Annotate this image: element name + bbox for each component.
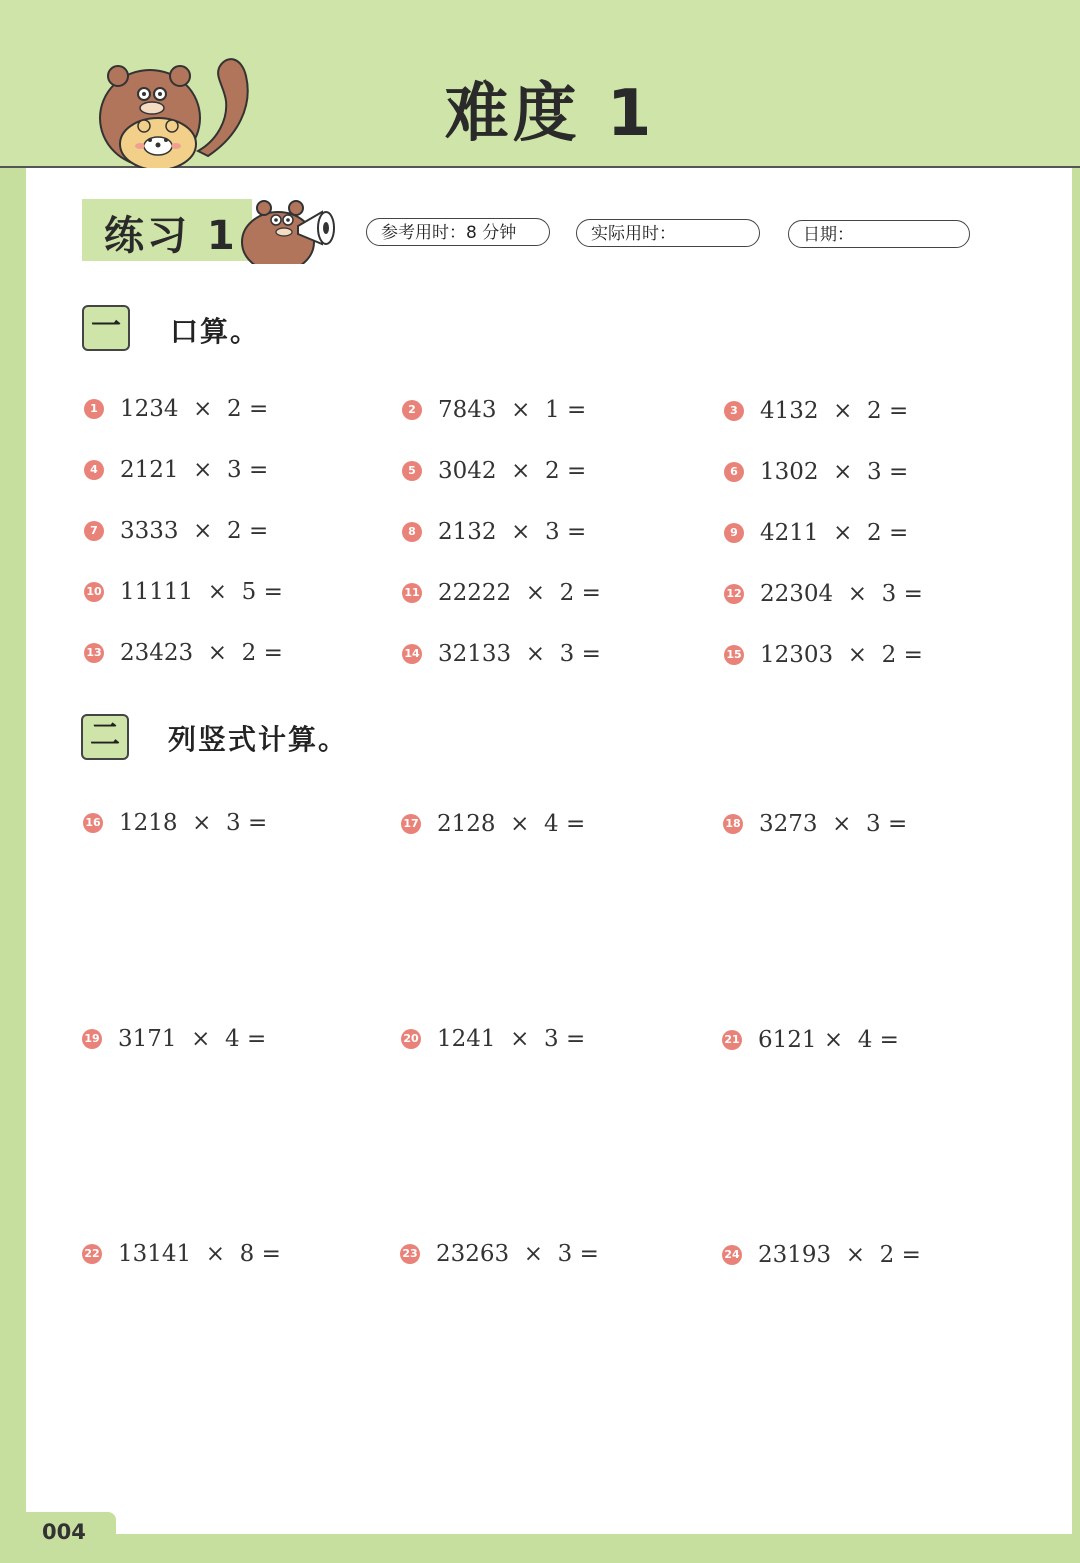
- problem-expression: 13141 × 8 =: [118, 1241, 281, 1267]
- problem-item: [402, 454, 586, 488]
- problem-number-badge: 4: [84, 460, 104, 480]
- problem-expression: 3171 × 4 =: [118, 1026, 267, 1052]
- problem-number-badge: 11: [402, 583, 422, 603]
- problem-expression: 4211 × 2 =: [760, 520, 909, 546]
- problem-number-badge: 24: [722, 1245, 742, 1265]
- problem-number-badge: 1: [84, 399, 104, 419]
- problem-number-badge: 21: [722, 1030, 742, 1050]
- problem-item: [84, 636, 283, 670]
- problem-item: [723, 807, 907, 841]
- problem-expression: 2128 × 4 =: [437, 811, 586, 837]
- page-number: 004: [42, 1520, 86, 1544]
- problem-number-badge: 17: [401, 814, 421, 834]
- bear-mascot-illustration: [88, 46, 258, 168]
- problem-number-badge: 9: [724, 523, 744, 543]
- problem-expression: 4132 × 2 =: [760, 398, 909, 424]
- section-two-marker: 二: [81, 714, 129, 760]
- problem-number-badge: 20: [401, 1029, 421, 1049]
- problem-expression: 23263 × 3 =: [436, 1241, 599, 1267]
- problem-item: [401, 807, 585, 841]
- problem-expression: 3042 × 2 =: [438, 458, 587, 484]
- problem-number-badge: 18: [723, 814, 743, 834]
- problem-number-badge: 7: [84, 521, 104, 541]
- problem-item: [724, 577, 923, 611]
- problem-number-badge: 15: [724, 645, 744, 665]
- problem-item: [724, 516, 908, 550]
- worksheet-page: [26, 168, 1072, 1534]
- problem-expression: 2121 × 3 =: [120, 457, 269, 483]
- reference-time-pill: 参考用时：8 分钟: [366, 218, 550, 246]
- problem-expression: 3333 × 2 =: [120, 518, 269, 544]
- bear-megaphone-illustration: [234, 192, 346, 264]
- problem-expression: 3273 × 3 =: [759, 811, 908, 837]
- problem-expression: 2132 × 3 =: [438, 519, 587, 545]
- problem-item: [724, 455, 908, 489]
- problem-expression: 12303 × 2 =: [760, 642, 923, 668]
- problem-expression: 1234 × 2 =: [120, 396, 269, 422]
- date-field[interactable]: 日期：: [788, 220, 970, 248]
- problem-expression: 22222 × 2 =: [438, 580, 601, 606]
- problem-expression: 23423 × 2 =: [120, 640, 283, 666]
- problem-item: [84, 453, 268, 487]
- problem-number-badge: 23: [400, 1244, 420, 1264]
- problem-expression: 6121 × 4 =: [758, 1027, 899, 1053]
- problem-item: [83, 806, 267, 840]
- problem-number-badge: 19: [82, 1029, 102, 1049]
- problem-expression: 1302 × 3 =: [760, 459, 909, 485]
- page-title: 难度 1: [444, 77, 656, 151]
- problem-expression: 22304 × 3 =: [760, 581, 923, 607]
- problem-item: [724, 394, 908, 428]
- section-two-title: 列竖式计算。: [168, 723, 349, 756]
- problem-item: [401, 1022, 585, 1056]
- problem-number-badge: 12: [724, 584, 744, 604]
- problem-number-badge: 14: [402, 644, 422, 664]
- problem-number-badge: 5: [402, 461, 422, 481]
- problem-number-badge: 6: [724, 462, 744, 482]
- problem-number-badge: 10: [84, 582, 104, 602]
- problem-item: [84, 575, 283, 609]
- problem-number-badge: 13: [84, 643, 104, 663]
- problem-item: [402, 576, 601, 610]
- problem-item: [84, 514, 268, 548]
- problem-number-badge: 22: [82, 1244, 102, 1264]
- problem-number-badge: 3: [724, 401, 744, 421]
- problem-item: [722, 1023, 899, 1057]
- problem-item: [400, 1237, 599, 1271]
- section-one-title: 口算。: [170, 315, 261, 348]
- problem-expression: 1241 × 3 =: [437, 1026, 586, 1052]
- problem-number-badge: 16: [83, 813, 103, 833]
- problem-item: [82, 1022, 266, 1056]
- problem-item: [402, 637, 601, 671]
- problem-expression: 1218 × 3 =: [119, 810, 268, 836]
- actual-time-field[interactable]: 实际用时：: [576, 219, 760, 247]
- problem-item: [82, 1237, 281, 1271]
- problem-item: [722, 1238, 921, 1272]
- problem-number-badge: 2: [402, 400, 422, 420]
- section-one-marker: 一: [82, 305, 130, 351]
- problem-expression: 7843 × 1 =: [438, 397, 587, 423]
- problem-item: [724, 638, 923, 672]
- problem-expression: 11111 × 5 =: [120, 579, 283, 605]
- problem-expression: 32133 × 3 =: [438, 641, 601, 667]
- problem-number-badge: 8: [402, 522, 422, 542]
- problem-item: [402, 515, 586, 549]
- practice-label: 练习 1: [104, 213, 238, 259]
- problem-item: [84, 392, 268, 426]
- problem-item: [402, 393, 586, 427]
- problem-expression: 23193 × 2 =: [758, 1242, 921, 1268]
